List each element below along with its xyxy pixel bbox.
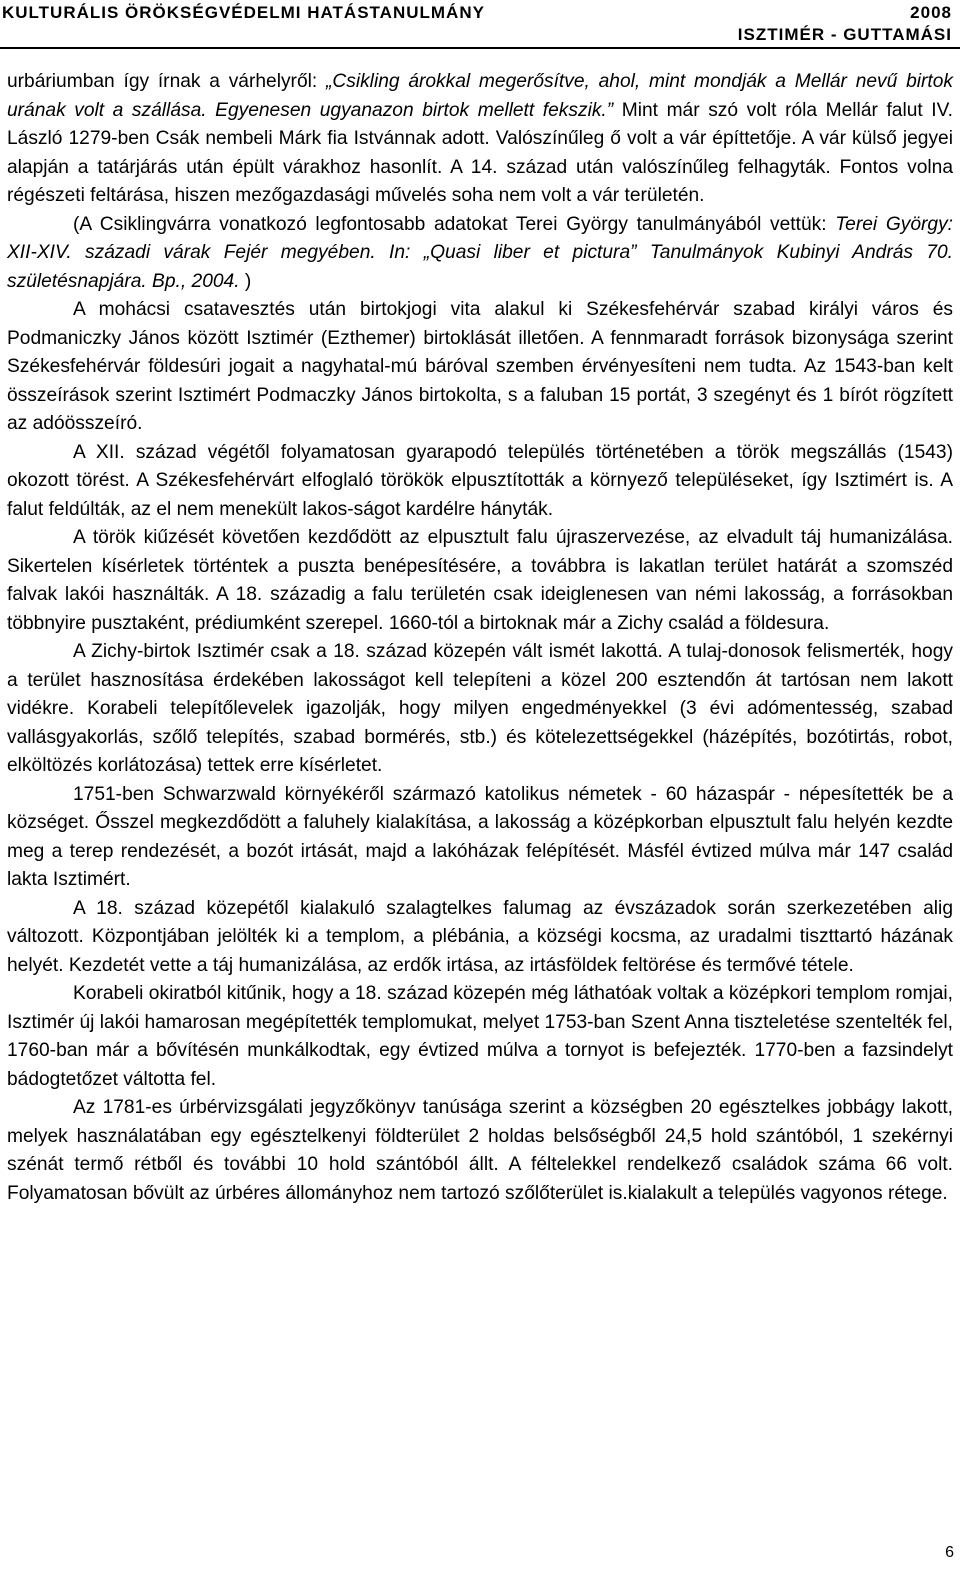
paragraph-5: A török kiűzését követően kezdődött az elpusztult falu újraszervezése, az elvadult táj humanizálása. Sikertelen kísérletek történtek a puszta benépesítésére, a továbbra is lakatlan terület határát a szomszéd falvak lakói használták. A 18. századig a falu területén csak ideiglenesen van némi lakosság, a forrásokban többnyire pusztaként, prédiumként szerepel. 1660-tól a birtoknak már a Zichy család a földesura. [7,527,953,634]
page-number: 6 [945,1544,954,1561]
paragraph-10: Az 1781-es úrbérvizsgálati jegyzőkönyv tanúsága szerint a községben 20 egésztelkes jobbágy lakott, melyek használatában egy egésztelkenyi földterület 2 holdas belsőségből 24,5 hold szántóból, 1 szekérnyi szénát termő rétből és további 10 hold szántóból állt. A féltelekkel rendelkező családok száma 66 volt. Folyamatosan bővült az úrbéres állományhoz nem tartozó szőlőterület is.kialakult a település vagyonos rétege. [7,1097,953,1204]
citation-close: ) [239,270,252,292]
document-body [7,68,953,1208]
paragraph-2 [7,211,953,297]
page-header [0,0,960,50]
quotation: „Csikling árokkal megerősítve, ahol, mint mondják a Mellár nevű birtok urának volt a szállása. Egyenesen ugyanazon birtok mellett fekszik.” [7,71,954,121]
paragraph-1-lead: urbáriumban így írnak a várhelyről: [7,71,326,92]
header-title: KULTURÁLIS ÖRÖKSÉGVÉDELMI HATÁSTANULMÁNY [2,3,485,22]
paragraph-3: A mohácsi csatavesztés után birtokjogi vita alakul ki Székesfehérvár szabad királyi város és Podmaniczky János között Isztimér (Ezthemer) birtoklását illetően. A fennmaradt források bizonysága szerint Székesfehérvár földesúri jogait a nagyhatal-mú báróval szemben érvényesíteni nem tudta. Az 1543-ban kelt összeírások szerint Isztimért Podmaczky János birtokolta, s a faluban 15 portát, 3 szegényt és 1 bírót rögzített az adóösszeíró. [7,299,953,434]
paragraph-1-rest: Mint már szó volt róla Mellár falut IV. László 1279-ben Csák nembeli Márk fia Istvánnak adott. Valószínűleg ő volt a vár építtetője. A vár külső jegyei alapján a tatárjárás után épült várakhoz hasonlít. A 14. század után valószínűleg felhagyták. Fontos volna régészeti feltárása, hiszen mezőgazdasági művelés soha nem volt a vár területén. [7,99,953,206]
header-year: 2008 [910,3,952,22]
paragraph-4: A XII. század végétől folyamatosan gyarapodó település történetében a török megszállás (1543) okozott törést. A Székesfehérvárt elfoglaló törökök elpusztították a környező településeket, így Isztimért is. A falut feldúlták, az el nem menekült lakos-ságot kardélre hányták. [7,441,953,520]
citation: Terei György: XII-XIV. századi várak Fejér megyében. In: „Quasi liber et pictura” Tanulmányok Kubinyi András 70. születésnapjára. Bp., 2004. [7,213,953,292]
paragraph-8: A 18. század közepétől kialakuló szalagtelkes falumag az évszázadok során szerkezetében alig változott. Központjában jelölték ki a templom, a plébánia, a községi kocsma, az uradalmi tiszttartó házának helyét. Kezdetét vette a táj humanizálása, az erdők irtása, az irtásföldek feltörése és termővé tétele. [7,897,953,976]
header-subtitle: ISZTIMÉR - GUTTAMÁSI [737,25,952,44]
header-rule [0,47,960,49]
paragraph-1 [7,68,953,211]
paragraph-6: A Zichy-birtok Isztimér csak a 18. század közepén vált ismét lakottá. A tulaj-donosok felismerték, hogy a terület hasznosítása érdekében lakosságot kell telepíteni a közel 200 esztendőn át tartósan nem lakott vidékre. Korabeli telepítőlevelek igazolják, hogy milyen engedményekkel (3 évi adómentesség, szabad vallásgyakorlás, szőlő telepítés, szabad bormérés, stb.) és kötelezettségekkel (házépítés, bozótirtás, robot, elköltözés korlátozása) tettek erre kísérletet. [7,641,953,776]
paragraph-9: Korabeli okiratból kitűnik, hogy a 18. század közepén még láthatóak voltak a középkori templom romjai, Isztimér új lakói hamarosan megépítették templomukat, melyet 1753-ban Szent Anna tiszteletése szentelték fel, 1760-ban már a bővítésén munkálkodtak, egy évtized múlva a tornyot is befejezték. 1770-ben a fazsindelyt bádogtetőzet váltotta fel. [7,983,954,1090]
citation-intro: (A Csiklingvárra vonatkozó legfontosabb adatokat Terei György tanulmányából vettük: [73,213,836,235]
paragraph-7: 1751-ben Schwarzwald környékéről származó katolikus németek - 60 házaspár - népesítették be a községet. Ősszel megkezdődött a faluhely kialakítása, a lakosság a középkorban elpusztult falu helyén kezdte meg a terep rendezését, a bozót irtását, majd a lakóházak felépítését. Másfél évtized múlva már 147 család lakta Isztimért. [7,783,953,890]
